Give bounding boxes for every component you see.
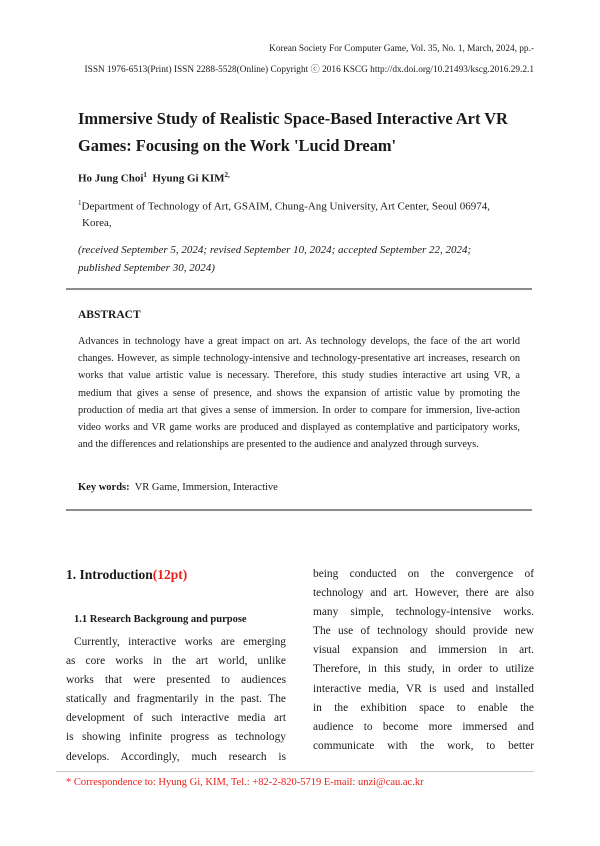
abstract-bottom-rule bbox=[66, 509, 532, 511]
affiliation-line-1 bbox=[78, 199, 490, 213]
author-affil-mark-1: 1 bbox=[143, 171, 147, 179]
affiliation-line-2: Korea, bbox=[82, 217, 112, 229]
author-name-1: Ho Jung Choi bbox=[78, 172, 144, 185]
body-column-left bbox=[66, 633, 286, 767]
body-line: audience to become more immersed and bbox=[313, 720, 534, 733]
body-line: many simple, technology-intensive works. bbox=[313, 606, 534, 619]
body-line: as core works in the art world, unlike bbox=[66, 655, 286, 668]
journal-header-line-1: Korean Society For Computer Game, Vol. 35, No. 1, March, 2024, pp.- bbox=[269, 44, 534, 54]
subsection-heading: 1.1 Research Backgroung and purpose bbox=[74, 614, 247, 625]
body-line: statically and fragmentarily in the past. The bbox=[66, 693, 286, 706]
section-heading-size-note: (12pt) bbox=[152, 567, 188, 582]
footnote-rule bbox=[56, 771, 534, 772]
paper-title-line-2: Games: Focusing on the Work 'Lucid Dream' bbox=[78, 136, 397, 155]
body-line: visual expansion and immersion in art. bbox=[313, 644, 534, 657]
body-line: development of such interactive media art bbox=[66, 712, 286, 725]
paper-title-line-1: Immersive Study of Realistic Space-Based Interactive Art VR bbox=[78, 109, 508, 128]
author-list bbox=[78, 171, 230, 185]
body-line: The use of technology should provide new bbox=[313, 625, 534, 638]
correspondence-footnote: * Correspondence to: Hyung Gi, KIM, Tel.: +82-2-820-5719 E-mail: unzi@cau.ac.kr bbox=[66, 777, 424, 788]
author-affil-mark-2: 2, bbox=[224, 171, 230, 179]
keywords bbox=[78, 482, 278, 493]
keywords-value: VR Game, Immersion, Interactive bbox=[134, 482, 278, 493]
body-line: technology and art. However, there are also bbox=[313, 587, 534, 600]
affiliation-text-1: Department of Technology of Art, GSAIM, Chung-Ang University, Art Center, Seoul 06974, bbox=[81, 200, 490, 213]
body-column-right bbox=[313, 565, 534, 756]
journal-header-line-2: ISSN 1976-6513(Print) ISSN 2288-5528(Online) Copyright ⓒ 2016 KSCG http://dx.doi.org/10.21493/kscg.2016.29.2.1 bbox=[84, 65, 534, 75]
body-line: Currently, interactive works are emerging bbox=[74, 636, 286, 648]
affiliation-mark: 1 bbox=[78, 199, 82, 207]
dates-line-1: (received September 5, 2024; revised September 10, 2024; accepted September 22, 2024; bbox=[78, 244, 472, 256]
section-heading-introduction bbox=[66, 567, 187, 583]
author-name-2: Hyung Gi KIM bbox=[152, 172, 225, 185]
body-line: interactive media, VR is used and installed bbox=[313, 682, 534, 695]
abstract-heading: ABSTRACT bbox=[78, 309, 141, 321]
abstract-text: Advances in technology have a great impact on art. As technology develops, the face of the art world changes. However, as simple technology-intensive and technology-presentative art increases, research on works that value artistic value is necessary. Therefore, this study studies interactive art using VR, a medium that gives a sense of presence, and shows the expansion of artistic value by promoting the production of media art that gives a sense of immersion. In order to compare for immersion, live-action video works and VR game works are produced and displayed as contemplative and participatory works, and the differences and relationships are presented to the audience and analyzed through surveys. bbox=[78, 336, 520, 451]
body-line: develops. Accordingly, much research is bbox=[66, 750, 286, 763]
abstract-top-rule bbox=[66, 288, 532, 290]
section-heading-text: 1. Introduction bbox=[66, 567, 153, 582]
body-line: in the exhibition space to enable the bbox=[313, 701, 534, 714]
body-line: communicate with the work, to better bbox=[313, 739, 534, 752]
dates-line-2: published September 30, 2024) bbox=[78, 262, 215, 274]
body-line: is showing infinite progress as technology bbox=[66, 731, 286, 744]
body-line: being conducted on the convergence of bbox=[313, 568, 534, 580]
body-line: works that were presented to audiences bbox=[66, 674, 286, 687]
body-line: Therefore, in this study, in order to utilize bbox=[313, 663, 534, 676]
keywords-label: Key words: bbox=[78, 482, 130, 493]
